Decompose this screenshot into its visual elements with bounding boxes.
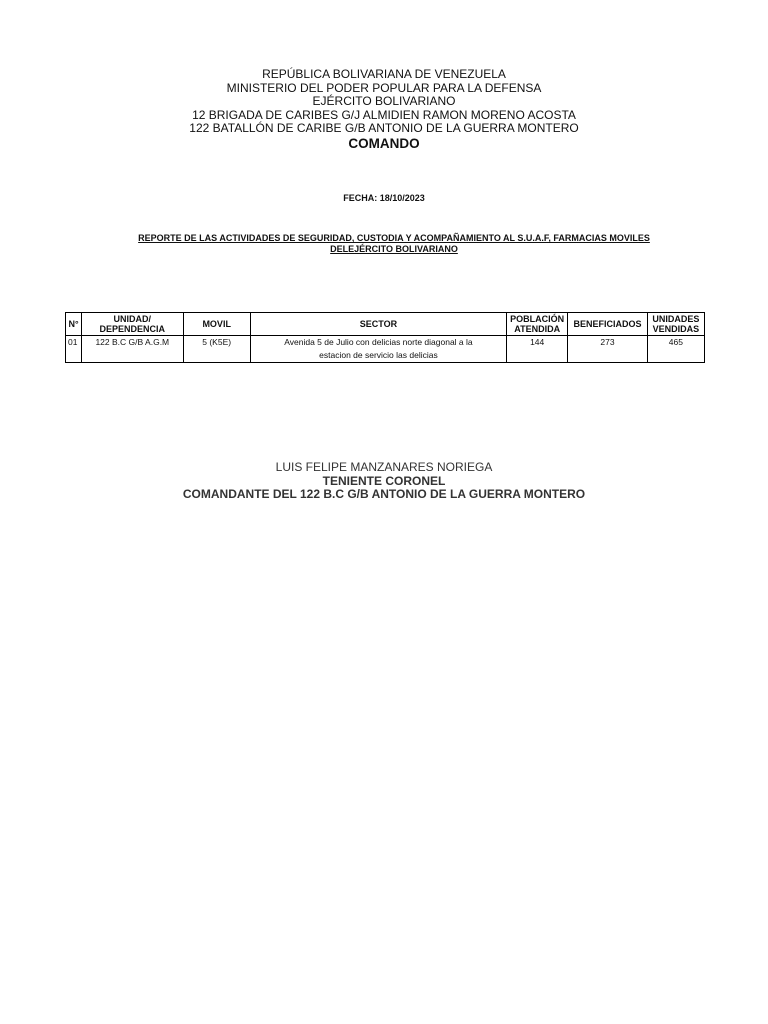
col-header-unidades-line-1: UNIDADES (652, 313, 700, 324)
cell-movil: 5 (K5E) (183, 336, 250, 363)
report-title (60, 233, 728, 254)
cell-sector-line-1: Avenida 5 de Julio con delicias norte diagonal a la (284, 337, 473, 347)
cell-unidades: 465 (647, 336, 704, 363)
col-header-unidad (82, 313, 183, 336)
col-header-unidad-line-1: UNIDAD/ (113, 313, 152, 324)
document-header (0, 68, 768, 151)
cell-number: 01 (66, 336, 82, 363)
header-ministry: MINISTERIO DEL PODER POPULAR PARA LA DEFENSA (226, 80, 542, 95)
col-header-unidades (647, 313, 704, 336)
header-brigade: 12 BRIGADA DE CARIBES G/J ALMIDIEN RAMON MORENO ACOSTA (192, 107, 576, 122)
signature-block (0, 461, 768, 502)
table-header-row (66, 313, 705, 336)
col-header-unidades-line-2: VENDIDAS (652, 324, 700, 334)
header-comando: COMANDO (348, 135, 420, 151)
signature-position: COMANDANTE DEL 122 B.C G/B ANTONIO DE LA GUERRA MONTERO (182, 487, 586, 501)
report-title-line-1: REPORTE DE LAS ACTIVIDADES DE SEGURIDAD, CUSTODIA Y ACOMPAÑAMIENTO AL S.U.A.F, FARMACIAS MOVILES (138, 233, 650, 243)
header-country: REPÚBLICA BOLIVARIANA DE VENEZUELA (262, 67, 506, 81)
col-header-unidad-line-2: DEPENDENCIA (99, 324, 166, 334)
col-header-poblacion-line-2: ATENDIDA (514, 324, 561, 334)
cell-beneficiados: 273 (568, 336, 647, 363)
header-army: EJÉRCITO BOLIVARIANO (312, 94, 456, 109)
signature-name: LUIS FELIPE MANZANARES NORIEGA (275, 460, 493, 474)
col-header-movil: MOVIL (183, 313, 250, 336)
col-header-poblacion (507, 313, 568, 336)
col-header-beneficiados: BENEFICIADOS (568, 313, 647, 336)
report-title-line-2: DELEJÉRCITO BOLIVARIANO (330, 243, 458, 254)
col-header-number: N° (66, 313, 82, 336)
cell-sector (250, 336, 506, 363)
report-date: FECHA: 18/10/2023 (343, 193, 425, 203)
header-battalion: 122 BATALLÓN DE CARIBE G/B ANTONIO DE LA GUERRA MONTERO (189, 121, 579, 136)
cell-unidad: 122 B.C G/B A.G.M (82, 336, 183, 363)
col-header-sector: SECTOR (250, 313, 506, 336)
signature-rank: TENIENTE CORONEL (322, 473, 446, 488)
table-row (66, 336, 705, 363)
cell-poblacion: 144 (507, 336, 568, 363)
cell-sector-line-2: estacion de servicio las delicias (319, 350, 438, 360)
activities-table (65, 312, 705, 363)
col-header-poblacion-line-1: POBLACIÓN (510, 313, 565, 324)
